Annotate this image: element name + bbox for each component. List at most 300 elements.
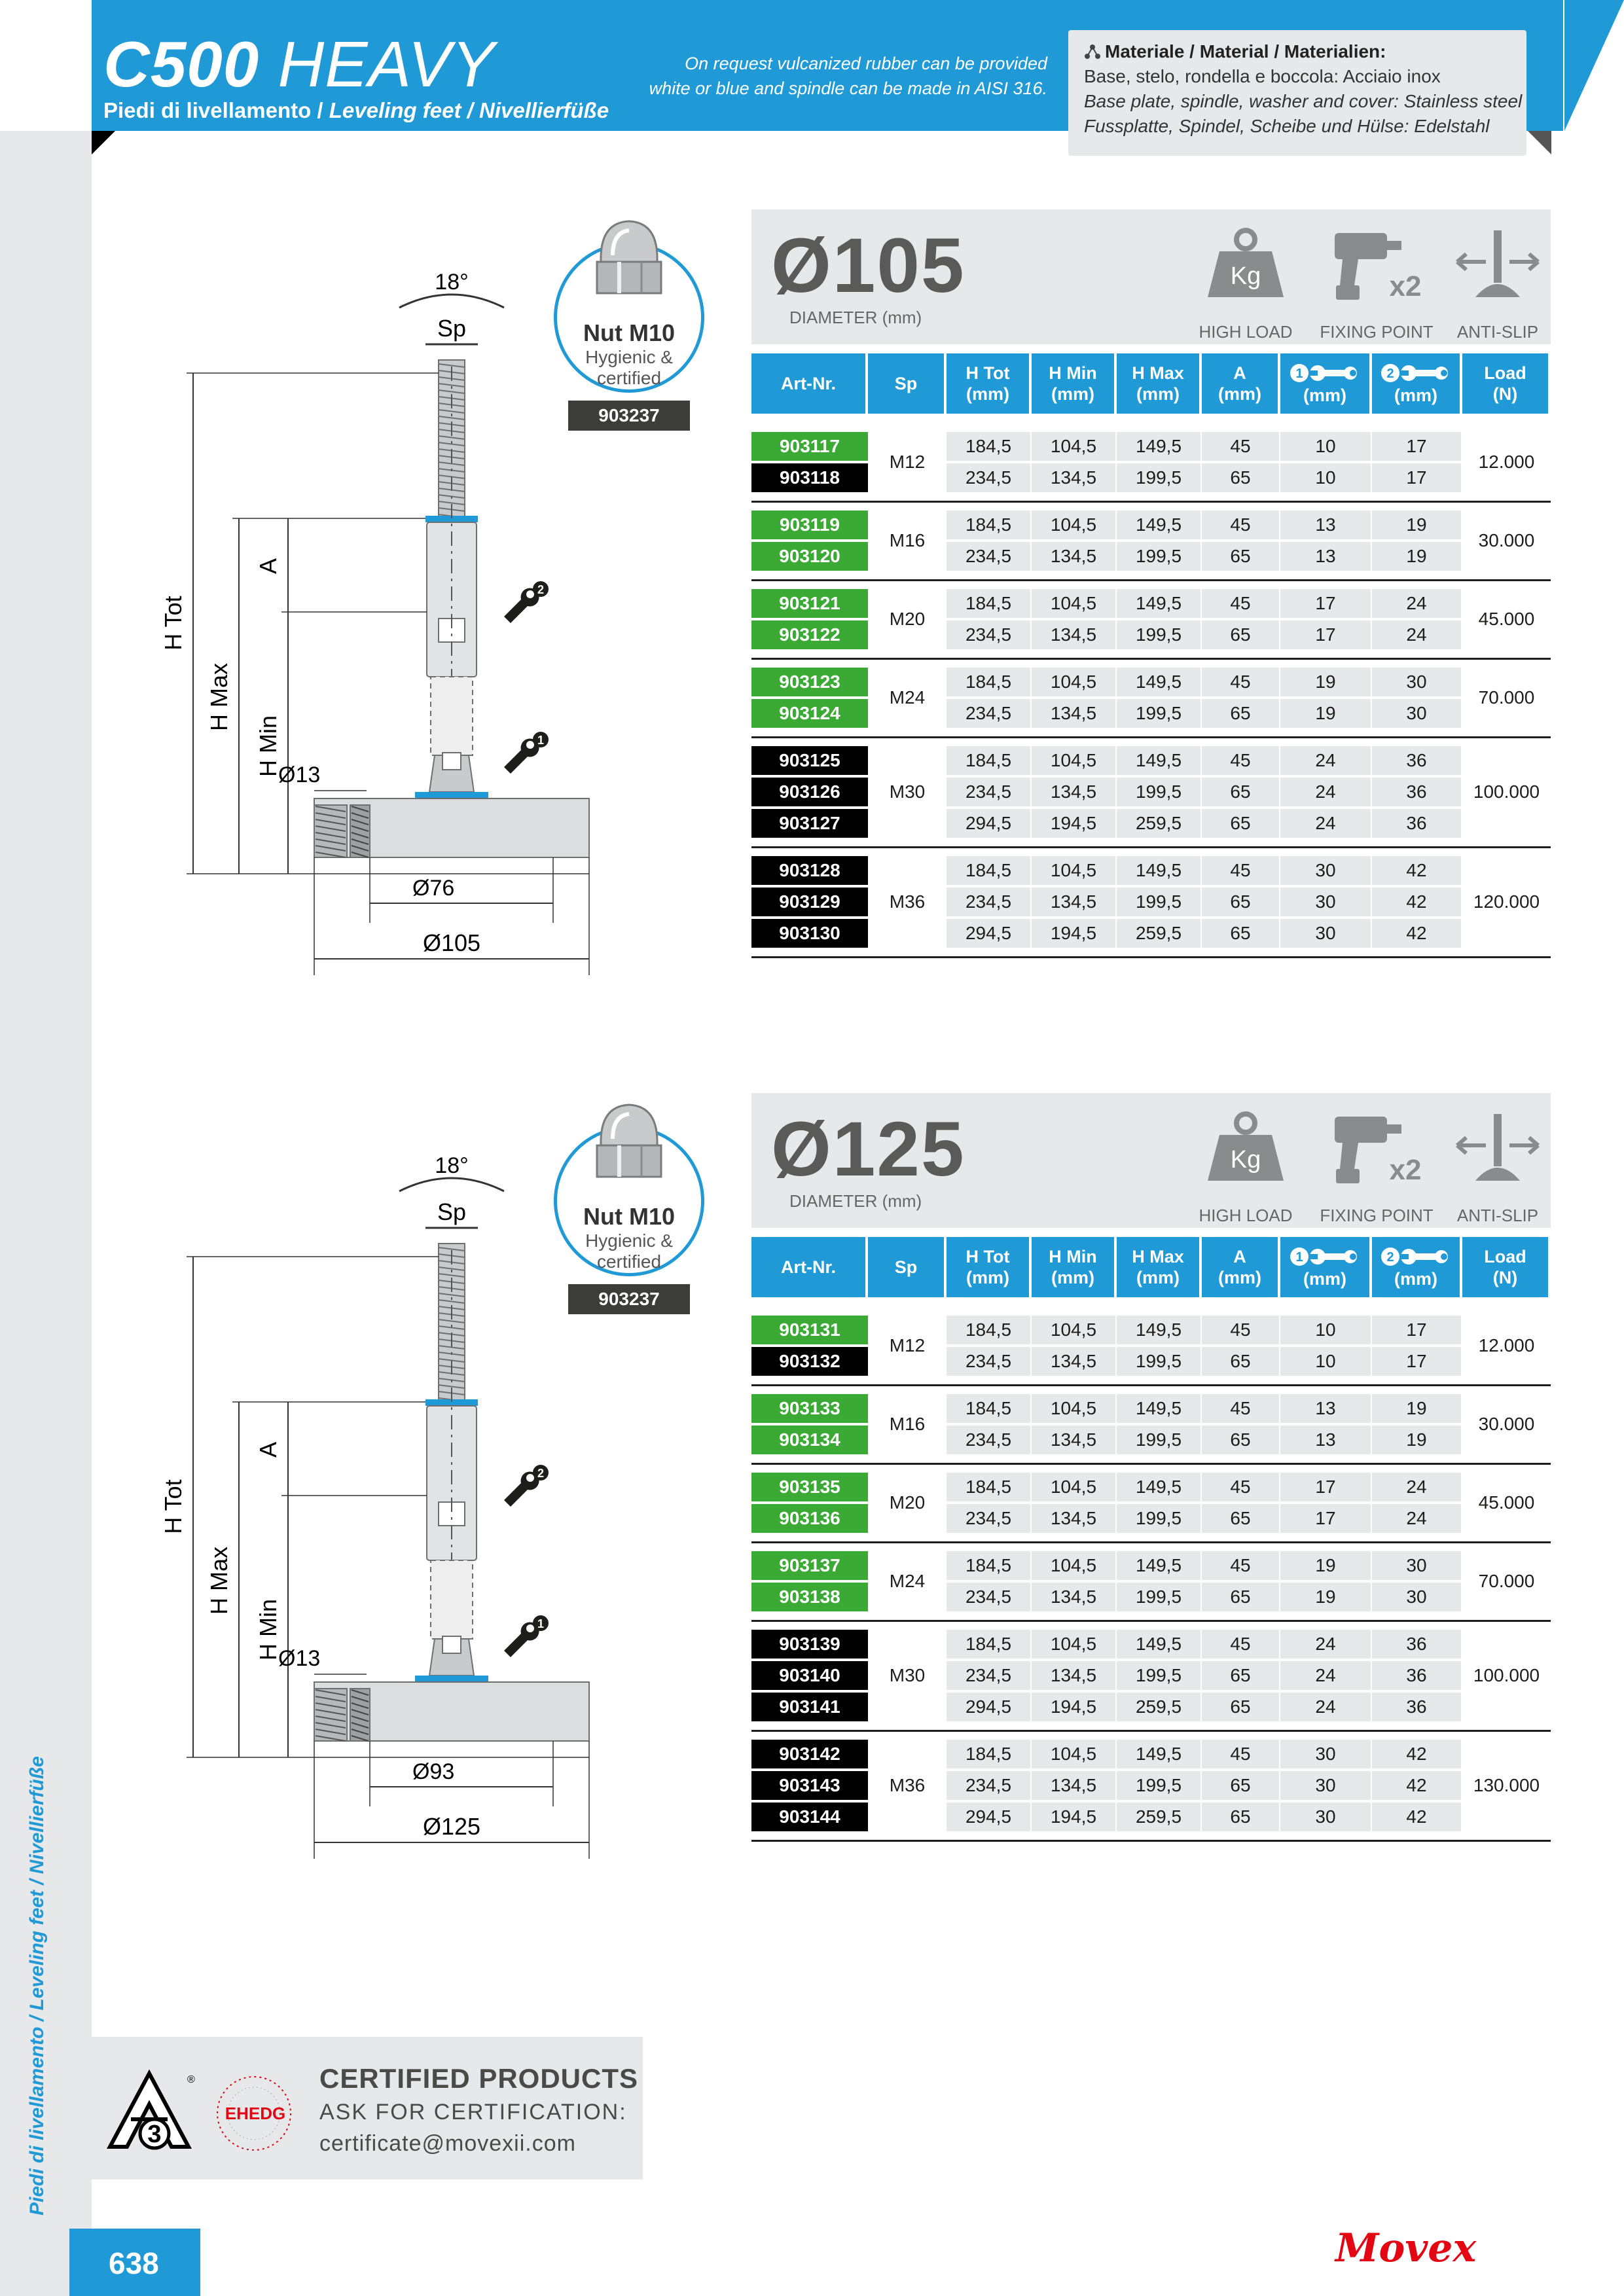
cell-a: 45 [1202, 589, 1279, 618]
table-header [751, 1237, 1551, 1297]
table-group-m30 [751, 1630, 1551, 1732]
thread-size: M24 [889, 1571, 926, 1591]
cell-a: 65 [1202, 1347, 1279, 1376]
cell-hmin: 104,5 [1032, 668, 1115, 696]
column-header [751, 353, 865, 414]
load-value: 30.000 [1478, 530, 1535, 550]
column-header-text: H Min [1049, 363, 1097, 383]
svg-text:Kg: Kg [1230, 262, 1261, 290]
cell-hmax: 149,5 [1117, 1473, 1200, 1501]
article-number[interactable]: 903119 [751, 511, 868, 539]
a-label: A [255, 558, 281, 575]
cell-w1: 30 [1280, 1740, 1371, 1768]
cell-htot: 234,5 [947, 778, 1030, 806]
cell-htot: 234,5 [947, 463, 1030, 492]
cell-hmax: 259,5 [1117, 809, 1200, 838]
column-header [1372, 1237, 1460, 1297]
nut-subtitle [549, 1230, 710, 1272]
cell-a: 65 [1202, 809, 1279, 838]
cell-a: 45 [1202, 1630, 1279, 1659]
cell-htot: 184,5 [947, 1394, 1030, 1423]
cell-w1: 24 [1280, 746, 1371, 775]
svg-text:2: 2 [537, 583, 545, 596]
cell-htot: 234,5 [947, 1426, 1030, 1454]
article-number[interactable]: 903133 [751, 1394, 868, 1423]
cell-w2: 36 [1372, 1693, 1461, 1721]
cell-w1: 10 [1280, 1316, 1371, 1344]
cell-w1: 24 [1280, 1693, 1371, 1721]
wrench-1-icon [1289, 361, 1361, 385]
material-corner [1528, 131, 1551, 154]
cell-hmin: 104,5 [1032, 746, 1115, 775]
cell-hmax: 149,5 [1117, 1630, 1200, 1659]
h-min-label: H Min [255, 715, 281, 778]
subtitle-it: Piedi di livellamento / [103, 98, 329, 122]
3a-logo-icon [97, 2068, 202, 2160]
cert-title: CERTIFIED PRODUCTS [319, 2063, 639, 2094]
cell-w2: 42 [1372, 856, 1461, 885]
cell-hmin: 104,5 [1032, 1316, 1115, 1344]
cell-w1: 10 [1280, 1347, 1371, 1376]
cell-htot: 184,5 [947, 856, 1030, 885]
left-strip-top [0, 0, 92, 131]
svg-text:1: 1 [537, 1617, 545, 1630]
cell-hmin: 104,5 [1032, 1551, 1115, 1580]
cell-htot: 184,5 [947, 589, 1030, 618]
table-header [751, 353, 1551, 414]
cell-htot: 234,5 [947, 1661, 1030, 1690]
column-header-text: Sp [894, 374, 918, 393]
cell-a: 65 [1202, 1803, 1279, 1831]
nut-article-code: 903237 [568, 1284, 690, 1314]
cell-htot: 184,5 [947, 1740, 1030, 1768]
cell-hmax: 199,5 [1117, 888, 1200, 916]
article-number[interactable]: 903118 [751, 463, 868, 492]
material-de: Fussplatte, Spindel, Scheibe und Hülse: Edelstahl [1084, 116, 1490, 136]
cell-a: 65 [1202, 778, 1279, 806]
column-header-unit: (N) [1492, 1268, 1518, 1287]
sp-label: Sp [437, 315, 467, 342]
cell-hmin: 104,5 [1032, 432, 1115, 461]
inner-diameter-label: Ø76 [412, 876, 455, 901]
header-note [628, 51, 1047, 101]
feature-fixing-point [1311, 1109, 1442, 1223]
column-header-text: H Tot [965, 363, 1010, 383]
cell-htot: 184,5 [947, 432, 1030, 461]
cell-hmin: 104,5 [1032, 1740, 1115, 1768]
cell-w1: 24 [1280, 1630, 1371, 1659]
column-header [1202, 353, 1278, 414]
cell-a: 65 [1202, 1583, 1279, 1611]
sp-label: Sp [437, 1198, 467, 1225]
a3-number: 3 [147, 2121, 162, 2148]
cell-w2: 24 [1372, 589, 1461, 618]
cell-hmin: 104,5 [1032, 856, 1115, 885]
svg-text:1: 1 [1295, 367, 1303, 381]
cell-w1: 24 [1280, 809, 1371, 838]
cell-a: 65 [1202, 620, 1279, 649]
cell-w2: 42 [1372, 919, 1461, 948]
ehedg-text: EHEDG [225, 2104, 286, 2123]
article-number[interactable]: 903124 [751, 699, 868, 728]
cell-a: 45 [1202, 511, 1279, 539]
diameter-label: DIAMETER (mm) [789, 308, 922, 327]
load-value: 45.000 [1478, 1492, 1535, 1513]
svg-text:x2: x2 [1389, 270, 1422, 302]
article-number[interactable]: 903141 [751, 1693, 868, 1721]
h-tot-label: H Tot [160, 1479, 187, 1534]
cell-w1: 19 [1280, 699, 1371, 728]
thread-size: M36 [889, 1775, 926, 1795]
column-header [868, 1237, 944, 1297]
column-header-unit: (mm) [1051, 1268, 1094, 1287]
feature-anti-slip [1432, 1109, 1563, 1223]
nut-title: Nut M10 [583, 319, 675, 346]
cell-htot: 294,5 [947, 919, 1030, 948]
cell-htot: 184,5 [947, 511, 1030, 539]
cell-w2: 17 [1372, 432, 1461, 461]
article-number[interactable]: 903127 [751, 809, 868, 838]
cell-w2: 19 [1372, 1426, 1461, 1454]
article-number[interactable]: 903137 [751, 1551, 868, 1580]
article-number[interactable]: 903143 [751, 1771, 868, 1800]
cell-hmax: 199,5 [1117, 778, 1200, 806]
drill-icon [1324, 1109, 1429, 1187]
angle-label: 18° [435, 1153, 469, 1178]
column-header-unit: (mm) [1218, 1268, 1261, 1287]
column-header-text: Art-Nr. [780, 1257, 836, 1277]
cell-hmin: 194,5 [1032, 1803, 1115, 1831]
header-corner [92, 131, 115, 154]
load-value: 120.000 [1473, 891, 1540, 912]
cell-a: 45 [1202, 1473, 1279, 1501]
share-icon [1084, 44, 1101, 60]
cell-w1: 19 [1280, 1551, 1371, 1580]
cell-a: 65 [1202, 1426, 1279, 1454]
table-group-m24 [751, 1551, 1551, 1622]
column-header-text: A [1233, 1247, 1246, 1266]
column-header [1462, 353, 1548, 414]
cell-w2: 36 [1372, 746, 1461, 775]
article-number[interactable]: 903134 [751, 1426, 868, 1454]
cell-htot: 234,5 [947, 1583, 1030, 1611]
spec-panel [751, 209, 1551, 344]
cell-w2: 24 [1372, 1473, 1461, 1501]
cell-a: 45 [1202, 856, 1279, 885]
cell-w2: 30 [1372, 699, 1461, 728]
load-value: 12.000 [1478, 1335, 1535, 1355]
column-header-text: H Max [1132, 363, 1184, 383]
d13-label: Ø13 [278, 762, 321, 787]
cell-w1: 30 [1280, 888, 1371, 916]
thread-size: M16 [889, 530, 926, 550]
thread-size: M36 [889, 891, 926, 912]
cell-htot: 184,5 [947, 1316, 1030, 1344]
load-value: 45.000 [1478, 609, 1535, 629]
cell-a: 65 [1202, 888, 1279, 916]
article-number[interactable]: 903140 [751, 1661, 868, 1690]
cell-hmin: 104,5 [1032, 1630, 1115, 1659]
cell-htot: 294,5 [947, 1693, 1030, 1721]
cell-hmax: 199,5 [1117, 1426, 1200, 1454]
nut-m10-badge [549, 216, 719, 425]
cell-a: 45 [1202, 668, 1279, 696]
cap-nut-icon [593, 1100, 665, 1185]
cell-w1: 30 [1280, 1771, 1371, 1800]
table-group-m36 [751, 1740, 1551, 1842]
nut-subtitle [549, 347, 710, 389]
cell-hmax: 199,5 [1117, 463, 1200, 492]
column-header [1372, 353, 1460, 414]
cell-w2: 36 [1372, 809, 1461, 838]
cell-a: 45 [1202, 1316, 1279, 1344]
h-max-label: H Max [206, 1546, 232, 1615]
cell-a: 65 [1202, 1771, 1279, 1800]
cell-htot: 184,5 [947, 1473, 1030, 1501]
svg-text:2: 2 [1386, 1250, 1394, 1265]
cell-a: 45 [1202, 432, 1279, 461]
weight-icon [1200, 225, 1291, 304]
outer-diameter-label: Ø125 [422, 1813, 481, 1840]
high-load-label: HIGH LOAD [1199, 1206, 1293, 1225]
cell-w1: 30 [1280, 919, 1371, 948]
column-header-text: H Tot [965, 1247, 1010, 1266]
column-header [1117, 353, 1199, 414]
svg-text:®: ® [187, 2074, 195, 2085]
cell-w2: 17 [1372, 463, 1461, 492]
cell-hmax: 259,5 [1117, 919, 1200, 948]
anti-slip-label: ANTI-SLIP [1456, 1206, 1539, 1225]
column-header-unit: (mm) [1303, 386, 1346, 405]
note-line-1: On request vulcanized rubber can be provided [685, 54, 1047, 73]
column-header-unit: (mm) [966, 384, 1009, 404]
thread-size: M30 [889, 781, 926, 802]
wrench-1-marker-icon [504, 1615, 549, 1657]
column-header-text: H Max [1132, 1247, 1184, 1266]
table-group-m16 [751, 1394, 1551, 1465]
cell-w1: 17 [1280, 1473, 1371, 1501]
feature-fixing-point [1311, 225, 1442, 340]
cell-hmax: 149,5 [1117, 1551, 1200, 1580]
table-group-m16 [751, 511, 1551, 581]
spec-panel [751, 1093, 1551, 1228]
thread-size: M30 [889, 1665, 926, 1685]
cell-hmax: 199,5 [1117, 1504, 1200, 1533]
cell-a: 65 [1202, 542, 1279, 571]
column-header [947, 353, 1029, 414]
cell-hmax: 199,5 [1117, 620, 1200, 649]
cell-hmax: 149,5 [1117, 746, 1200, 775]
table-group-m12 [751, 1316, 1551, 1386]
wrench-2-icon [1380, 1245, 1452, 1268]
thread-size: M20 [889, 609, 926, 629]
cell-hmax: 149,5 [1117, 856, 1200, 885]
note-line-2: white or blue and spindle can be made in AISI 316. [649, 79, 1047, 98]
cell-htot: 234,5 [947, 620, 1030, 649]
cell-hmin: 104,5 [1032, 1473, 1115, 1501]
table-group-m20 [751, 1473, 1551, 1543]
article-number[interactable]: 903142 [751, 1740, 868, 1768]
cell-a: 45 [1202, 746, 1279, 775]
svg-text:1: 1 [537, 734, 545, 747]
column-header-text: Sp [894, 1257, 918, 1277]
d13-label: Ø13 [278, 1646, 321, 1671]
cell-htot: 294,5 [947, 1803, 1030, 1831]
cell-a: 65 [1202, 919, 1279, 948]
cell-w2: 36 [1372, 1630, 1461, 1659]
cell-hmax: 199,5 [1117, 699, 1200, 728]
wrench-2-marker-icon [504, 1465, 549, 1507]
svg-text:x2: x2 [1389, 1154, 1422, 1186]
cell-w2: 42 [1372, 1771, 1461, 1800]
nut-title: Nut M10 [583, 1203, 675, 1230]
thread-size: M12 [889, 452, 926, 472]
weight-icon [1200, 1109, 1291, 1187]
h-min-label: H Min [255, 1598, 281, 1661]
column-header-text: Art-Nr. [780, 374, 836, 393]
wrench-1-icon [1289, 1245, 1361, 1268]
material-en: Base plate, spindle, washer and cover: Stainless steel [1084, 91, 1523, 111]
cell-htot: 184,5 [947, 668, 1030, 696]
article-number[interactable]: 903121 [751, 589, 868, 618]
h-tot-label: H Tot [160, 596, 187, 651]
cell-w2: 42 [1372, 1803, 1461, 1831]
cell-w2: 19 [1372, 1394, 1461, 1423]
product-code: C500 [103, 28, 260, 100]
article-number[interactable]: 903126 [751, 778, 868, 806]
cell-w1: 30 [1280, 1803, 1371, 1831]
inner-diameter-label: Ø93 [412, 1759, 455, 1784]
article-number[interactable]: 903129 [751, 888, 868, 916]
article-number[interactable]: 903131 [751, 1316, 868, 1344]
a-label: A [255, 1441, 281, 1458]
column-header [947, 1237, 1029, 1297]
column-header-unit: (mm) [1303, 1269, 1346, 1289]
anti-slip-icon [1452, 1109, 1543, 1187]
cell-hmax: 149,5 [1117, 511, 1200, 539]
article-number[interactable]: 903139 [751, 1630, 868, 1659]
article-number[interactable]: 903130 [751, 919, 868, 948]
cell-w2: 42 [1372, 888, 1461, 916]
cell-htot: 294,5 [947, 809, 1030, 838]
article-number[interactable]: 903128 [751, 856, 868, 885]
column-header-unit: (mm) [1136, 1268, 1180, 1287]
cell-w1: 30 [1280, 856, 1371, 885]
cell-w2: 19 [1372, 511, 1461, 539]
cell-hmax: 149,5 [1117, 1316, 1200, 1344]
column-header [1280, 1237, 1369, 1297]
material-heading [1084, 39, 1511, 64]
cap-nut-icon [593, 216, 665, 301]
article-number[interactable]: 903132 [751, 1347, 868, 1376]
feature-anti-slip [1432, 225, 1563, 340]
cell-w1: 24 [1280, 1661, 1371, 1690]
load-value: 130.000 [1473, 1775, 1540, 1795]
diameter-value: Ø125 [771, 1106, 965, 1193]
article-number[interactable]: 903144 [751, 1803, 868, 1831]
cell-hmin: 134,5 [1032, 778, 1115, 806]
article-number[interactable]: 903117 [751, 432, 868, 461]
cell-hmin: 194,5 [1032, 919, 1115, 948]
cell-hmin: 134,5 [1032, 1771, 1115, 1800]
article-number[interactable]: 903135 [751, 1473, 868, 1501]
cell-hmin: 104,5 [1032, 589, 1115, 618]
article-number[interactable]: 903123 [751, 668, 868, 696]
fixing-point-label: FIXING POINT [1320, 1206, 1434, 1225]
anti-slip-label: ANTI-SLIP [1456, 322, 1539, 342]
cell-hmin: 134,5 [1032, 1504, 1115, 1533]
cell-w1: 19 [1280, 668, 1371, 696]
column-header-unit: (mm) [1394, 1269, 1437, 1289]
wrench-2-icon [1380, 361, 1452, 385]
subtitle-en-de: Leveling feet / Nivellierfüße [329, 98, 609, 122]
column-header-text: A [1233, 363, 1246, 383]
load-value: 100.000 [1473, 781, 1540, 802]
cell-w1: 13 [1280, 542, 1371, 571]
cell-w2: 24 [1372, 620, 1461, 649]
column-header-text: H Min [1049, 1247, 1097, 1266]
article-number[interactable]: 903120 [751, 542, 868, 571]
cell-a: 65 [1202, 463, 1279, 492]
article-number[interactable]: 903122 [751, 620, 868, 649]
nut-sub-line-1: Hygienic & [585, 1230, 673, 1251]
svg-text:1: 1 [1295, 1250, 1303, 1265]
load-value: 12.000 [1478, 452, 1535, 472]
column-header [1280, 353, 1369, 414]
load-value: 70.000 [1478, 1571, 1535, 1591]
cell-hmin: 104,5 [1032, 511, 1115, 539]
side-label: Piedi di livellamento / Leveling feet / Nivellierfüße [26, 1756, 48, 2215]
cell-hmax: 199,5 [1117, 1771, 1200, 1800]
high-load-label: HIGH LOAD [1199, 322, 1293, 342]
thread-size: M16 [889, 1414, 926, 1434]
product-title [103, 27, 495, 101]
column-header-text: Load [1484, 1247, 1526, 1266]
cell-hmax: 259,5 [1117, 1693, 1200, 1721]
cell-w2: 30 [1372, 668, 1461, 696]
cell-w2: 30 [1372, 1551, 1461, 1580]
cell-hmax: 259,5 [1117, 1803, 1200, 1831]
cert-email-link[interactable]: certificate@movexii.com [319, 2131, 576, 2156]
article-number[interactable]: 903136 [751, 1504, 868, 1533]
cell-htot: 184,5 [947, 1551, 1030, 1580]
cell-hmax: 199,5 [1117, 542, 1200, 571]
table-group-m24 [751, 668, 1551, 738]
cell-w1: 17 [1280, 1504, 1371, 1533]
article-number[interactable]: 903125 [751, 746, 868, 775]
nut-sub-line-2: certified [596, 1251, 662, 1272]
article-number[interactable]: 903138 [751, 1583, 868, 1611]
cell-htot: 184,5 [947, 1630, 1030, 1659]
nut-sub-line-1: Hygienic & [585, 347, 673, 367]
outer-diameter-label: Ø105 [422, 929, 481, 956]
cell-htot: 184,5 [947, 746, 1030, 775]
load-value: 100.000 [1473, 1665, 1540, 1685]
svg-text:2: 2 [537, 1467, 545, 1480]
thread-size: M12 [889, 1335, 926, 1355]
cell-w2: 36 [1372, 1661, 1461, 1690]
cell-a: 65 [1202, 1693, 1279, 1721]
cell-w2: 30 [1372, 1583, 1461, 1611]
nut-m10-badge [549, 1100, 719, 1309]
product-section-1 [0, 209, 1624, 995]
cell-w1: 24 [1280, 778, 1371, 806]
column-header [1202, 1237, 1278, 1297]
cell-a: 45 [1202, 1394, 1279, 1423]
cell-hmax: 149,5 [1117, 668, 1200, 696]
table-group-m36 [751, 856, 1551, 958]
cell-hmin: 134,5 [1032, 1661, 1115, 1690]
